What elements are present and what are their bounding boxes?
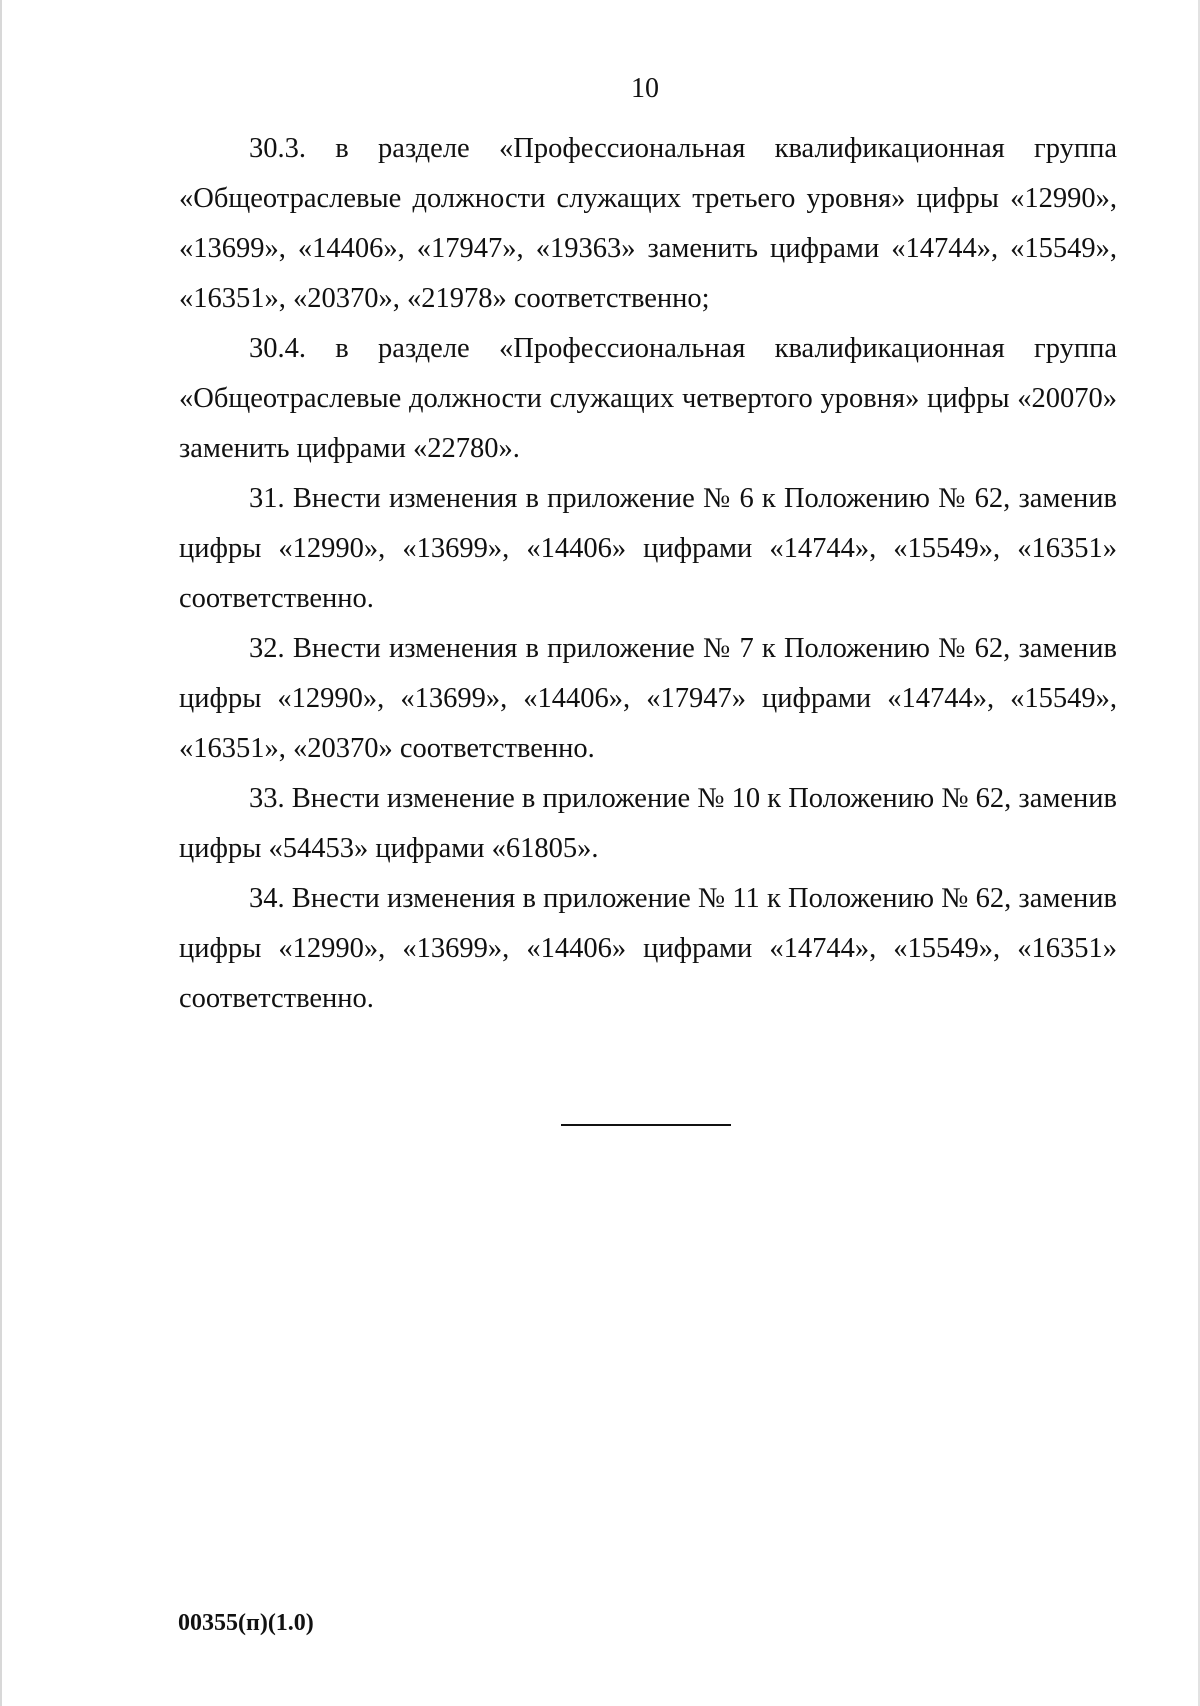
paragraph-31: 31. Внести изменения в приложение № 6 к Положению № 62, заменив цифры «12990», «13699», «14406» цифрами «14744», «15549», «16351» соответственно.: [179, 483, 1117, 614]
document-code: 00355(п)(1.0): [178, 1610, 314, 1636]
document-body: [179, 124, 1117, 1024]
paragraph-34: 34. Внести изменения в приложение № 11 к Положению № 62, заменив цифры «12990», «13699», «14406» цифрами «14744», «15549», «16351» соответственно.: [179, 883, 1117, 1014]
paragraph-30-4: 30.4. в разделе «Профессиональная квалификационная группа «Общеотраслевые должности служащих четвертого уровня» цифры «20070» заменить цифрами «22780».: [179, 333, 1117, 464]
paragraph-30-3: 30.3. в разделе «Профессиональная квалификационная группа «Общеотраслевые должности служащих третьего уровня» цифры «12990», «13699», «14406», «17947», «19363» заменить цифрами «14744», «15549», «16351», «20370», «21978» соответственно;: [179, 133, 1117, 314]
page-number: 10: [631, 73, 659, 104]
end-separator-line: [561, 1124, 731, 1126]
scan-edge-left: [0, 0, 2, 1706]
paragraph-32: 32. Внести изменения в приложение № 7 к Положению № 62, заменив цифры «12990», «13699», «14406», «17947» цифрами «14744», «15549», «16351», «20370» соответственно.: [179, 633, 1117, 764]
paragraph-33: 33. Внести изменение в приложение № 10 к Положению № 62, заменив цифры «54453» цифрами «61805».: [179, 783, 1117, 864]
